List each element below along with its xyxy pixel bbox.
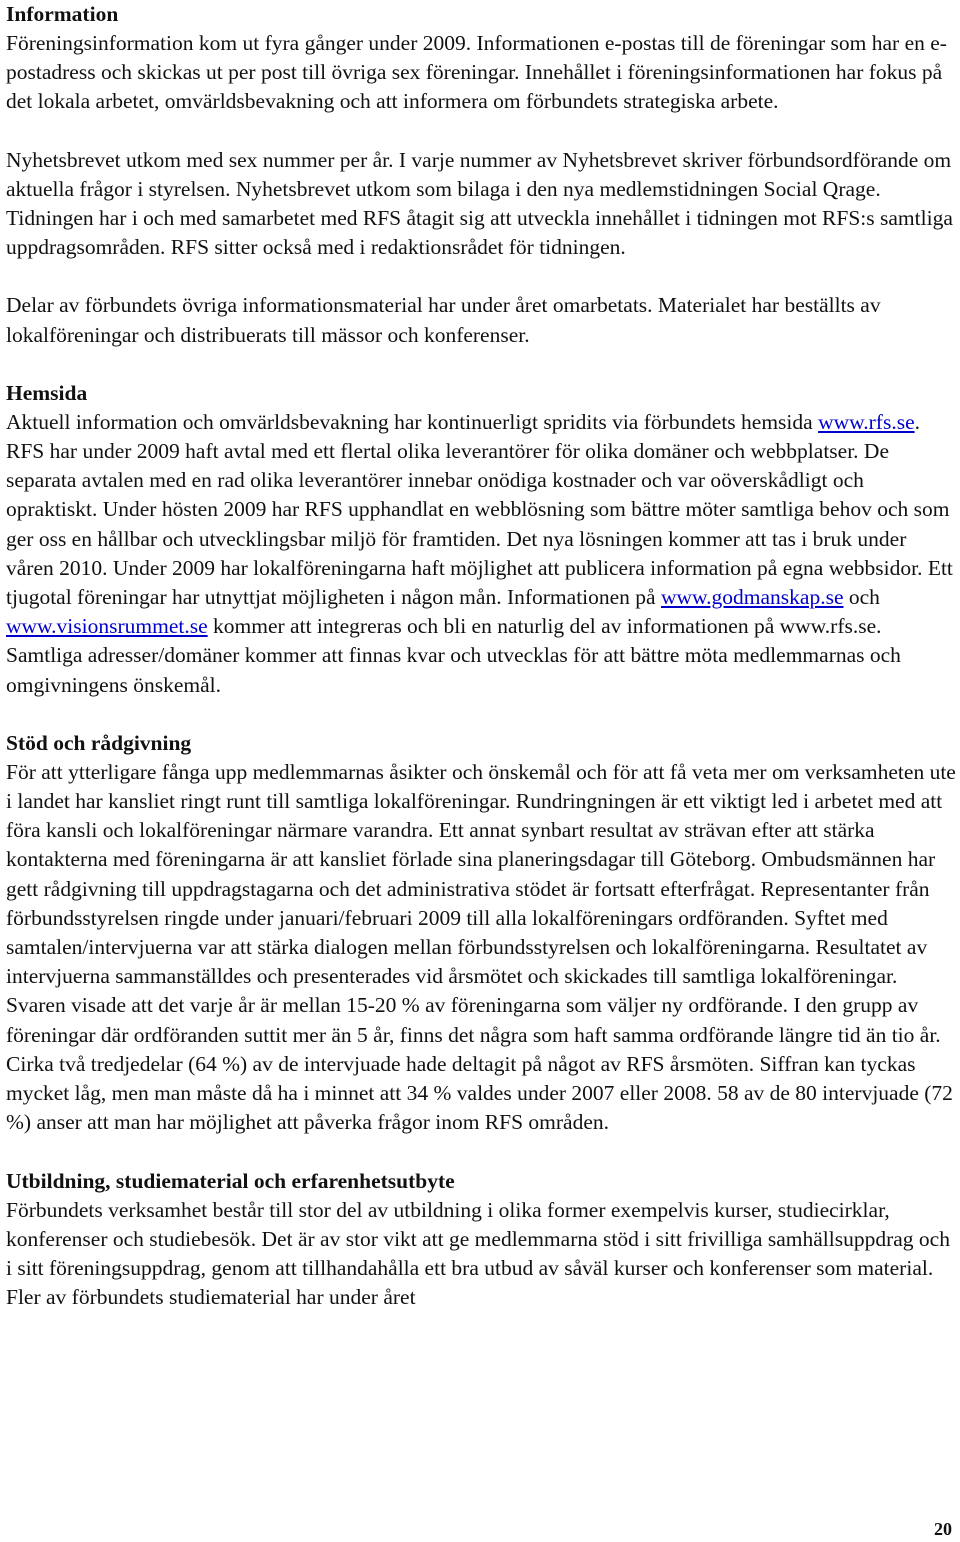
link-godmanskap-site[interactable]: www.godmanskap.se (660, 585, 844, 610)
heading-hemsida: Hemsida (6, 380, 88, 405)
paragraph-utbildning: Förbundets verksamhet består till stor del av utbildning i olika former exempelvis kurser, studiecirklar, konferenser och studiebesök. Det är av stor vikt att ge medlemmarna stöd i sitt frivilliga samhällsuppdrag och i sitt föreningsuppdrag, genom att tillhandahålla ett bra utbud av såväl kurser och konferenser som material. Fler av förbundets studiematerial har under året (6, 1197, 950, 1310)
text-run: och (843, 585, 880, 610)
paragraph-gap (6, 262, 956, 291)
text-run: . RFS har under 2009 haft avtal med ett flertal olika leverantörer för olika domäner och webbplatser. De separata avtalen med en rad olika leverantörer innebar onödiga kostnader och var oöverskådligt och opraktiskt. Under hösten 2009 har RFS upphandlat en webblösning som bättre möter samtliga behov och som ger oss en hållbar och utvecklingsbar miljö för framtiden. Det nya lösningen kommer att tas i bruk under våren 2010. Under 2009 har lokalföreningarna haft möjlighet att publicera information på egna webbsidor. Ett tjugotal föreningar har utnyttjat möjligheten i någon mån. Informationen på (6, 409, 953, 610)
heading-utbildning: Utbildning, studiematerial och erfarenhetsutbyte (6, 1168, 455, 1193)
paragraph-hemsida (6, 408, 956, 700)
paragraph-information-2: Nyhetsbrevet utkom med sex nummer per år. I varje nummer av Nyhetsbrevet skriver förbundsordförande om aktuella frågor i styrelsen. Nyhetsbrevet utkom som bilaga i den nya medlemstidningen Social Qrage. Tidningen har i och med samarbetet med RFS åtagit sig att utveckla innehållet i tidningen mot RFS:s samtliga uppdragsområden. RFS sitter också med i redaktionsrådet för tidningen. (6, 147, 953, 260)
text-run: kommer att integreras och bli en naturlig del av informationen på www.rfs.se. Samtliga adresser/domäner kommer att finnas kvar och utvecklas för att bättre möta medlemmarnas och omgivningens önskemål. (6, 614, 901, 697)
paragraph-gap (6, 700, 956, 729)
heading-information: Information (6, 2, 119, 26)
paragraph-gap (6, 117, 956, 146)
document-page (6, 0, 956, 1312)
link-rfs-site[interactable]: www.rfs.se (818, 409, 915, 434)
paragraph-information-3: Delar av förbundets övriga informationsmaterial har under året omarbetats. Materialet har beställts av lokalföreningar och distribuerats till mässor och konferenser. (6, 293, 881, 347)
paragraph-gap (6, 1138, 956, 1167)
paragraph-information-1: Föreningsinformation kom ut fyra gånger under 2009. Informationen e-postas till de föreningar som har en e-postadress och skickas ut per post till övriga sex föreningar. Innehållet i föreningsinformationen har fokus på det lokala arbetet, omvärldsbevakning och att informera om förbundets strategiska arbete. (6, 31, 947, 114)
link-visionsrummet-site[interactable]: www.visionsrummet.se (6, 614, 208, 639)
paragraph-stod: För att ytterligare fånga upp medlemmarnas åsikter och önskemål och för att få veta mer om verksamheten ute i landet har kansliet ringt runt till samtliga lokalföreningar. Rundringningen är ett viktigt led i arbetet med att föra kansli och lokalföreningar närmare varandra. Ett annat synbart resultat av strävan efter att stärka kontakterna med föreningarna är att kansliet förlade sina planeringsdagar till Göteborg. Ombudsmännen har gett rådgivning till uppdragstagarna och det administrativa stödet är fortsatt efterfrågat. Representanter från förbundsstyrelsen ringde under januari/februari 2009 till alla lokalföreningars ordföranden. Syftet med samtalen/intervjuerna var att stärka dialogen mellan förbundsstyrelsen och lokalföreningarna. Resultatet av intervjuerna sammanställdes och presenterades vid årsmötet och skickades till samtliga lokalföreningar. Svaren visade att det varje år är mellan 15-20 % av föreningarna som väljer ny ordförande. I den grupp av föreningar där ordföranden suttit mer än 5 år, finns det några som haft samma ordförande längre tid än tio år. Cirka två tredjedelar (64 %) av de intervjuade hade deltagit på något av RFS årsmöten. Siffran kan tyckas mycket låg, men man måste då ha i minnet att 34 % valdes under 2007 eller 2008. 58 av de 80 intervjuade (72 %) anser att man har möjlighet att påverka frågor inom RFS områden. (6, 759, 956, 1135)
page-number: 20 (934, 1519, 952, 1539)
paragraph-gap (6, 350, 956, 379)
heading-stod-och-radgivning: Stöd och rådgivning (6, 730, 192, 755)
text-run: Aktuell information och omvärldsbevakning har kontinuerligt spridits via förbundets hemsida (6, 409, 819, 434)
